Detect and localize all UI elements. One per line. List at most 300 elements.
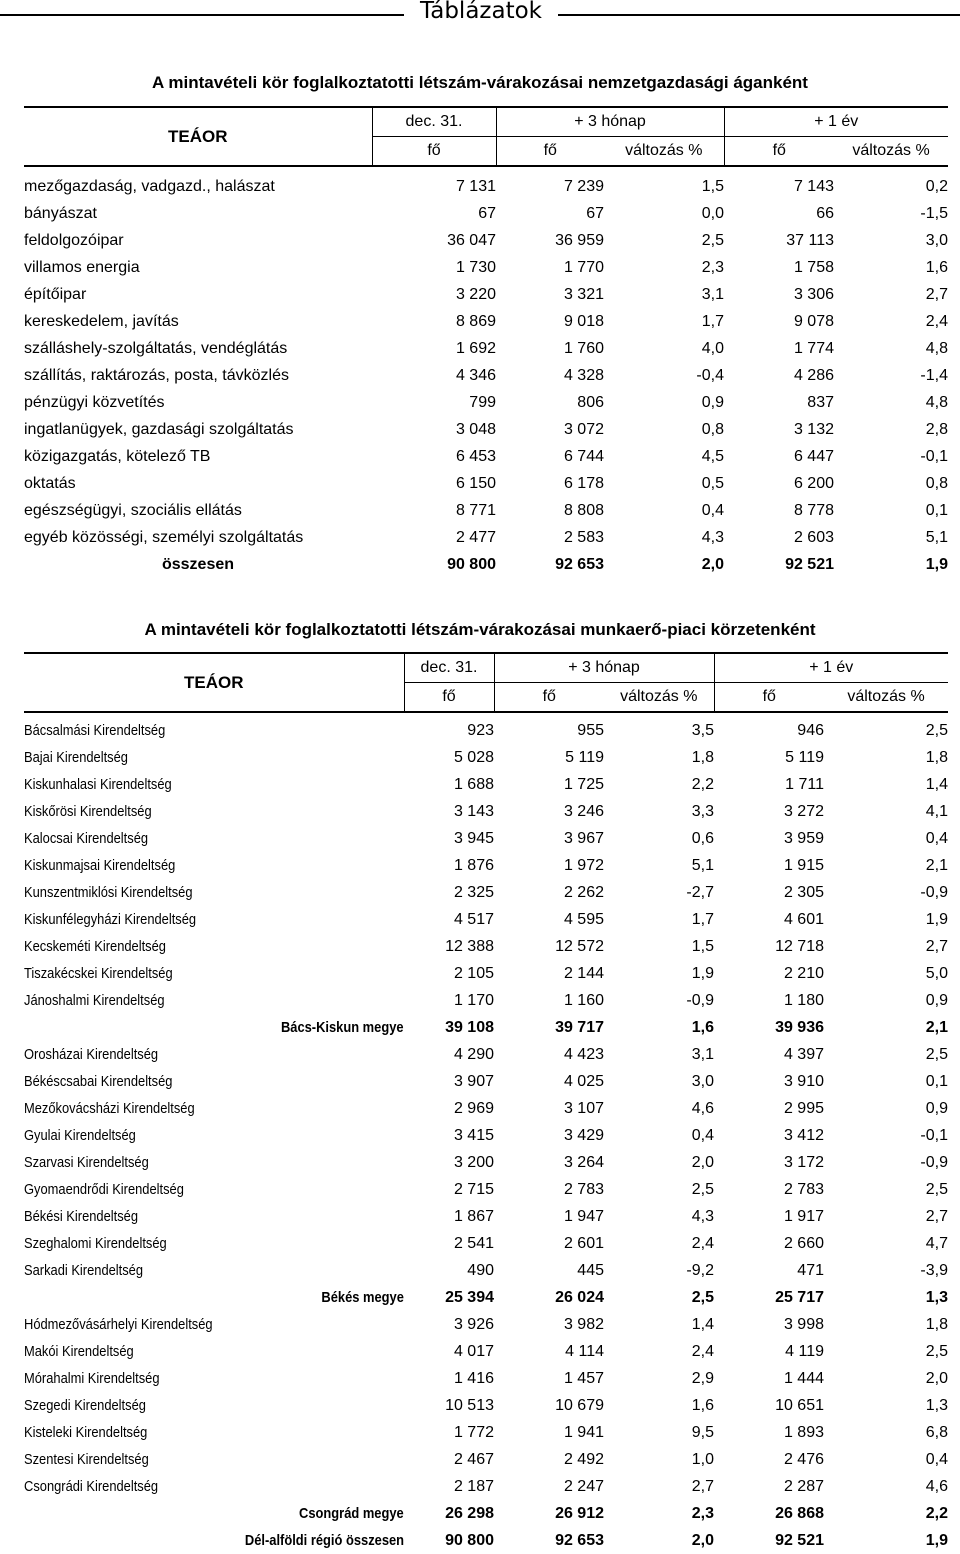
row-label-text: kereskedelem, javítás [24, 312, 179, 330]
cell-c5: 4,1 [925, 802, 948, 820]
row-label [24, 1257, 404, 1284]
cell-c5: 4,7 [925, 1234, 948, 1252]
cell-c3: 4,3 [691, 1207, 714, 1225]
table-row [24, 1257, 948, 1284]
cell-c1: 8 869 [455, 312, 496, 330]
cell-c4: 2 995 [783, 1099, 824, 1117]
cell-c5: 1,9 [925, 910, 948, 928]
cell-c3: 1,8 [691, 748, 714, 766]
cell-c5: 6,8 [925, 1423, 948, 1441]
row-label-text: közigazgatás, kötelező TB [24, 447, 211, 465]
cell-c2: 4 114 [565, 1342, 604, 1360]
plus3-header: + 3 hónap [494, 653, 714, 683]
row-label-text: Orosházai Kirendeltség [24, 1045, 159, 1063]
cell-c1: 1 416 [453, 1369, 494, 1387]
cell-c1: 2 467 [453, 1450, 494, 1468]
table-row [24, 1338, 948, 1365]
table-row [24, 1419, 948, 1446]
cell-c4: 6 447 [793, 447, 834, 465]
cell-c2: 3 107 [563, 1099, 604, 1117]
cell-c4: 471 [797, 1261, 824, 1279]
cell-c3: 2,5 [691, 1288, 714, 1306]
cell-c3: 0,9 [701, 393, 724, 411]
cell-c4: 2 305 [783, 883, 824, 901]
table-row [24, 852, 948, 879]
table-row [24, 1041, 948, 1068]
cell-c2: 26 024 [555, 1288, 604, 1306]
cell-c2: 955 [577, 721, 604, 739]
row-label-text: Kiskőrösi Kirendeltség [24, 802, 152, 820]
cell-c5: 0,8 [925, 474, 948, 492]
cell-c3: 3,1 [691, 1045, 714, 1063]
row-label-text: Sarkadi Kirendeltség [24, 1261, 144, 1279]
table-row [24, 254, 948, 281]
row-label [24, 1392, 404, 1419]
cell-c1: 7 131 [455, 177, 496, 195]
total-row [24, 551, 948, 578]
cell-c4: 1 711 [785, 775, 824, 793]
row-label [24, 1176, 404, 1203]
cell-c2: 36 959 [555, 231, 604, 249]
valtozas-header: változás % [604, 137, 724, 167]
cell-c2: 2 492 [563, 1450, 604, 1468]
cell-c5: 0,2 [925, 177, 948, 195]
row-label-text: feldolgozóipar [24, 231, 124, 249]
cell-c1: 3 048 [455, 420, 496, 438]
cell-c1: 6 453 [455, 447, 496, 465]
cell-c5: -0,1 [920, 1126, 948, 1144]
cell-c2: 1 770 [563, 258, 604, 276]
row-label [24, 933, 404, 960]
cell-c5: 5,0 [925, 964, 948, 982]
cell-c4: 1 915 [783, 856, 824, 874]
cell-c1: 490 [467, 1261, 494, 1279]
row-label-text: Gyulai Kirendeltség [24, 1126, 136, 1144]
row-label [24, 960, 404, 987]
cell-c4: 1 444 [783, 1369, 824, 1387]
cell-c1: 1 730 [455, 258, 496, 276]
row-label-text: egészségügyi, szociális ellátás [24, 501, 242, 519]
cell-c1: 25 394 [445, 1288, 494, 1306]
cell-c5: 1,6 [925, 258, 948, 276]
table-row [24, 497, 948, 524]
cell-c5: 4,8 [925, 393, 948, 411]
cell-c4: 1 893 [783, 1423, 824, 1441]
cell-c1: 2 969 [453, 1099, 494, 1117]
teaor-header: TEÁOR [24, 107, 372, 166]
cell-c2: 6 178 [563, 474, 604, 492]
cell-c2: 2 144 [563, 964, 604, 982]
row-label-text: Szegedi Kirendeltség [24, 1396, 146, 1414]
cell-c1: 10 513 [445, 1396, 494, 1414]
table-row [24, 1392, 948, 1419]
total-c1: 90 800 [447, 555, 496, 573]
cell-c5: 0,9 [925, 991, 948, 1009]
row-label [24, 1311, 404, 1338]
row-label [24, 1068, 404, 1095]
cell-c2: 4 328 [563, 366, 604, 384]
cell-c1: 1 772 [453, 1423, 494, 1441]
row-label [24, 166, 372, 200]
row-label-text: pénzügyi közvetítés [24, 393, 165, 411]
cell-c1: 3 143 [453, 802, 494, 820]
table-row [24, 1311, 948, 1338]
cell-c4: 1 758 [793, 258, 834, 276]
dec-header: dec. 31. [372, 107, 496, 137]
cell-c4: 4 119 [785, 1342, 824, 1360]
cell-c2: 10 679 [555, 1396, 604, 1414]
cell-c4: 10 651 [775, 1396, 824, 1414]
cell-c4: 3 412 [783, 1126, 824, 1144]
row-label-text: Makói Kirendeltség [24, 1342, 134, 1360]
cell-c1: 1 688 [453, 775, 494, 793]
cell-c2: 9 018 [563, 312, 604, 330]
cell-c3: -9,2 [686, 1261, 714, 1279]
table-row [24, 825, 948, 852]
cell-c4: 1 180 [783, 991, 824, 1009]
cell-c2: 2 601 [563, 1234, 604, 1252]
cell-c3: -0,4 [696, 366, 724, 384]
row-label-text: Hódmezővásárhelyi Kirendeltség [24, 1315, 213, 1333]
cell-c1: 1 692 [455, 339, 496, 357]
row-label [24, 798, 404, 825]
cell-c1: 4 517 [453, 910, 494, 928]
table1-title: A mintavételi kör foglalkoztatotti létszám-várakozásai nemzetgazdasági áganként [152, 73, 808, 92]
cell-c5: 2,1 [925, 856, 948, 874]
cell-c1: 3 200 [453, 1153, 494, 1171]
cell-c2: 2 247 [563, 1477, 604, 1495]
row-label-text: Kiskunmajsai Kirendeltség [24, 856, 176, 874]
cell-c3: 1,0 [691, 1450, 714, 1468]
cell-c2: 1 760 [563, 339, 604, 357]
cell-c4: 25 717 [775, 1288, 824, 1306]
cell-c5: 1,9 [925, 1531, 948, 1549]
valtozas-header: változás % [604, 683, 714, 713]
cell-c1: 4 017 [453, 1342, 494, 1360]
fo-header: fő [404, 683, 494, 713]
cell-c3: 1,7 [701, 312, 724, 330]
row-label [24, 879, 404, 906]
cell-c2: 4 423 [563, 1045, 604, 1063]
table2-title: A mintavételi kör foglalkoztatotti létszám-várakozásai munkaerő-piaci körzetenként [144, 620, 816, 639]
cell-c3: 3,3 [691, 802, 714, 820]
cell-c1: 6 150 [455, 474, 496, 492]
table-row [24, 308, 948, 335]
cell-c4: 37 113 [786, 231, 834, 249]
cell-c2: 1 941 [563, 1423, 604, 1441]
row-label [24, 1041, 404, 1068]
row-label-text: szállítás, raktározás, posta, távközlés [24, 366, 289, 384]
cell-c3: 0,4 [691, 1126, 714, 1144]
row-label [24, 335, 372, 362]
cell-c4: 3 306 [793, 285, 834, 303]
cell-c3: 2,5 [691, 1180, 714, 1198]
cell-c3: 2,5 [701, 231, 724, 249]
cell-c3: 4,0 [701, 339, 724, 357]
cell-c2: 3 967 [563, 829, 604, 847]
cell-c1: 2 477 [455, 528, 496, 546]
cell-c5: 2,1 [925, 1018, 948, 1036]
row-label-text: Kiskunfélegyházi Kirendeltség [24, 910, 197, 928]
sector-table [24, 106, 948, 578]
cell-c1: 3 907 [453, 1072, 494, 1090]
row-label-text: Szeghalomi Kirendeltség [24, 1234, 167, 1252]
row-label [24, 1365, 404, 1392]
fo-header: fő [724, 137, 834, 167]
cell-c2: 806 [577, 393, 604, 411]
table-row [24, 798, 948, 825]
cell-c4: 3 959 [783, 829, 824, 847]
cell-c3: -2,7 [686, 883, 714, 901]
cell-c5: 1,4 [925, 775, 948, 793]
cell-c5: 1,8 [925, 748, 948, 766]
row-label [24, 389, 372, 416]
cell-c2: 1 457 [563, 1369, 604, 1387]
row-label [24, 362, 372, 389]
cell-c2: 12 572 [555, 937, 604, 955]
row-label [24, 443, 372, 470]
plus1-header: + 1 év [724, 107, 948, 137]
cell-c3: 0,5 [701, 474, 724, 492]
cell-c2: 3 264 [563, 1153, 604, 1171]
row-label [24, 1446, 404, 1473]
cell-c3: 2,3 [691, 1504, 714, 1522]
cell-c5: 3,0 [925, 231, 948, 249]
cell-c3: 1,5 [691, 937, 714, 955]
cell-c5: -0,1 [920, 447, 948, 465]
table-row [24, 389, 948, 416]
cell-c2: 67 [586, 204, 604, 222]
cell-c4: 4 286 [793, 366, 834, 384]
cell-c3: 2,4 [691, 1342, 714, 1360]
table-row [24, 1122, 948, 1149]
row-label-text: Kalocsai Kirendeltség [24, 829, 149, 847]
row-label-text: Csongrádi Kirendeltség [24, 1477, 159, 1495]
cell-c2: 4 595 [563, 910, 604, 928]
cell-c1: 2 541 [453, 1234, 494, 1252]
table-row [24, 1473, 948, 1500]
cell-c4: 3 910 [783, 1072, 824, 1090]
cell-c3: 2,3 [701, 258, 724, 276]
row-label-text: építőipar [24, 285, 87, 303]
total-row [24, 1284, 948, 1311]
cell-c2: 3 246 [563, 802, 604, 820]
cell-c5: 2,5 [925, 721, 948, 739]
row-label [24, 712, 404, 744]
row-label [24, 852, 404, 879]
cell-c3: 0,6 [691, 829, 714, 847]
cell-c2: 6 744 [563, 447, 604, 465]
row-label [24, 744, 404, 771]
cell-c3: 1,5 [701, 177, 724, 195]
cell-c1: 1 170 [453, 991, 494, 1009]
cell-c5: 2,7 [925, 285, 948, 303]
cell-c5: 2,4 [925, 312, 948, 330]
row-label-text: Csongrád megye [299, 1504, 404, 1522]
cell-c1: 5 028 [453, 748, 494, 766]
cell-c1: 923 [467, 721, 494, 739]
total-c5: 1,9 [925, 555, 948, 573]
cell-c4: 3 172 [783, 1153, 824, 1171]
cell-c2: 3 982 [563, 1315, 604, 1333]
cell-c4: 5 119 [785, 748, 824, 766]
cell-c2: 5 119 [565, 748, 604, 766]
row-label-text: Szentesi Kirendeltség [24, 1450, 149, 1468]
cell-c2: 92 653 [555, 1531, 604, 1549]
district-table [24, 652, 948, 1554]
row-label-text: Kecskeméti Kirendeltség [24, 937, 166, 955]
cell-c3: 2,4 [691, 1234, 714, 1252]
table-row [24, 1203, 948, 1230]
row-label [24, 470, 372, 497]
cell-c3: 1,6 [691, 1018, 714, 1036]
cell-c5: 2,7 [925, 937, 948, 955]
row-label-text: Békési Kirendeltség [24, 1207, 139, 1225]
row-label [24, 771, 404, 798]
row-label-text: Mórahalmi Kirendeltség [24, 1369, 160, 1387]
cell-c4: 1 917 [783, 1207, 824, 1225]
cell-c3: 0,8 [701, 420, 724, 438]
cell-c5: -0,9 [920, 1153, 948, 1171]
cell-c1: 67 [478, 204, 496, 222]
cell-c5: 1,8 [925, 1315, 948, 1333]
cell-c3: 1,7 [691, 910, 714, 928]
cell-c4: 3 272 [783, 802, 824, 820]
total-c2: 92 653 [555, 555, 604, 573]
cell-c3: 3,1 [701, 285, 724, 303]
header-rule-right [558, 14, 960, 16]
row-label [24, 1419, 404, 1446]
cell-c1: 799 [469, 393, 496, 411]
cell-c3: 1,4 [691, 1315, 714, 1333]
cell-c5: 1,3 [925, 1288, 948, 1306]
header-rule-left [0, 14, 404, 16]
table-row [24, 1446, 948, 1473]
cell-c3: 1,6 [691, 1396, 714, 1414]
row-label-text: Bács-Kiskun megye [281, 1018, 404, 1036]
table-row [24, 771, 948, 798]
cell-c5: -3,9 [920, 1261, 948, 1279]
row-label [24, 906, 404, 933]
cell-c4: 2 783 [783, 1180, 824, 1198]
row-label [24, 1095, 404, 1122]
cell-c1: 3 945 [453, 829, 494, 847]
plus1-header: + 1 év [714, 653, 948, 683]
cell-c1: 36 047 [447, 231, 496, 249]
cell-c4: 2 210 [783, 964, 824, 982]
cell-c5: 2,5 [925, 1045, 948, 1063]
row-label [24, 254, 372, 281]
row-label-text: Szarvasi Kirendeltség [24, 1153, 149, 1171]
cell-c2: 3 321 [563, 285, 604, 303]
cell-c1: 2 715 [453, 1180, 494, 1198]
cell-c5: 2,2 [925, 1504, 948, 1522]
cell-c3: 2,7 [691, 1477, 714, 1495]
cell-c5: 1,3 [925, 1396, 948, 1414]
cell-c3: 4,5 [701, 447, 724, 465]
row-label-text: Gyomaendrődi Kirendeltség [24, 1180, 184, 1198]
dec-header: dec. 31. [404, 653, 494, 683]
table-row [24, 906, 948, 933]
row-label-text: Tiszakécskei Kirendeltség [24, 964, 173, 982]
cell-c3: 0,4 [701, 501, 724, 519]
total-label: összesen [161, 555, 235, 573]
row-label-text: mezőgazdaság, vadgazd., halászat [24, 177, 275, 195]
cell-c2: 2 262 [563, 883, 604, 901]
row-label-text: Kunszentmiklósi Kirendeltség [24, 883, 193, 901]
cell-c4: 1 774 [793, 339, 834, 357]
cell-c5: 4,6 [925, 1477, 948, 1495]
cell-c5: 2,8 [925, 420, 948, 438]
cell-c4: 2 660 [783, 1234, 824, 1252]
row-label [24, 1500, 404, 1527]
row-label [24, 1338, 404, 1365]
cell-c4: 3 998 [783, 1315, 824, 1333]
fo-header: fő [494, 683, 604, 713]
cell-c4: 4 397 [783, 1045, 824, 1063]
row-label [24, 416, 372, 443]
cell-c5: 2,5 [925, 1342, 948, 1360]
cell-c2: 39 717 [555, 1018, 604, 1036]
cell-c5: 0,9 [925, 1099, 948, 1117]
cell-c1: 1 867 [453, 1207, 494, 1225]
row-label-text: Békéscsabai Kirendeltség [24, 1072, 173, 1090]
cell-c2: 2 583 [563, 528, 604, 546]
cell-c2: 4 025 [563, 1072, 604, 1090]
cell-c2: 1 947 [563, 1207, 604, 1225]
cell-c4: 2 476 [783, 1450, 824, 1468]
row-label-text: Békés megye [321, 1288, 404, 1306]
row-label-text: Dél-alföldi régió összesen [244, 1531, 404, 1549]
cell-c1: 1 876 [453, 856, 494, 874]
table-row [24, 470, 948, 497]
cell-c4: 66 [816, 204, 834, 222]
cell-c5: 0,1 [925, 1072, 948, 1090]
cell-c4: 2 287 [783, 1477, 824, 1495]
table-row [24, 335, 948, 362]
table-row [24, 933, 948, 960]
cell-c1: 2 105 [453, 964, 494, 982]
row-label [24, 524, 372, 551]
table-row [24, 443, 948, 470]
cell-c3: -0,9 [686, 991, 714, 1009]
cell-c5: 0,4 [925, 829, 948, 847]
page-title: Táblázatok [420, 0, 542, 24]
row-label [24, 281, 372, 308]
valtozas-header: változás % [824, 683, 948, 713]
cell-c2: 26 912 [555, 1504, 604, 1522]
cell-c4: 26 868 [775, 1504, 824, 1522]
total-row [24, 1500, 948, 1527]
cell-c4: 2 603 [793, 528, 834, 546]
cell-c5: 4,8 [925, 339, 948, 357]
cell-c1: 3 415 [453, 1126, 494, 1144]
row-label-text: Kiskunhalasi Kirendeltség [24, 775, 172, 793]
table-row [24, 1365, 948, 1392]
cell-c5: 0,4 [925, 1450, 948, 1468]
row-label-text: egyéb közösségi, személyi szolgáltatás [24, 528, 304, 546]
cell-c4: 7 143 [793, 177, 834, 195]
cell-c3: 4,6 [691, 1099, 714, 1117]
table-row [24, 960, 948, 987]
table-row [24, 1095, 948, 1122]
row-label [24, 1122, 404, 1149]
table-row [24, 1149, 948, 1176]
row-label [24, 200, 372, 227]
table-row [24, 416, 948, 443]
row-label-text: villamos energia [24, 258, 140, 276]
cell-c2: 3 072 [563, 420, 604, 438]
